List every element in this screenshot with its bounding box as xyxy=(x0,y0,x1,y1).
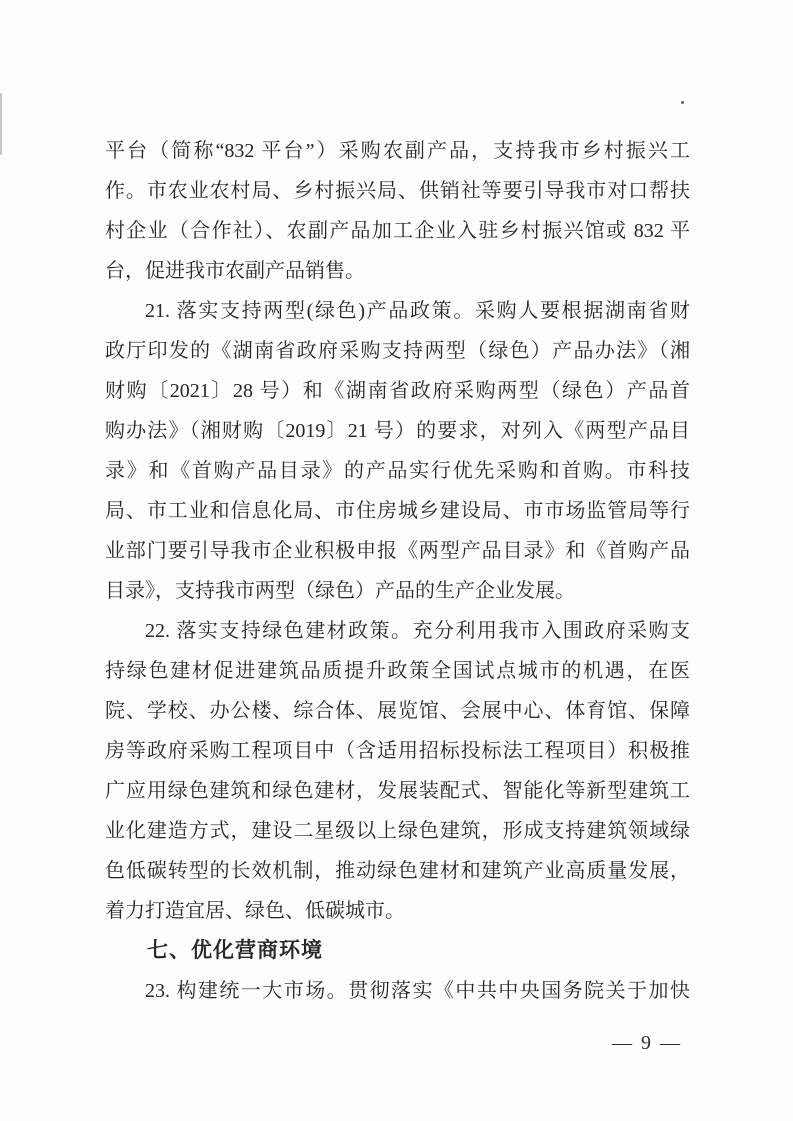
item-21-line: 购办法》（湘财购〔2019〕21 号）的要求，对列入《两型产品目 xyxy=(105,420,690,442)
document-body xyxy=(105,131,690,1011)
text-line: 台，促进我市农副产品销售。 xyxy=(105,260,365,282)
item-21-line: 录》和《首购产品目录》的产品实行优先采购和首购。市科技 xyxy=(105,460,690,482)
item-21-line: 目录》，支持我市两型（绿色）产品的生产企业发展。 xyxy=(105,580,575,602)
item-22-line: 色低碳转型的长效机制，推动绿色建材和建筑产业高质量发展， xyxy=(105,860,690,882)
text-line: 作。市农业农村局、乡村振兴局、供销社等要引导我市对口帮扶 xyxy=(105,180,690,202)
scan-edge-artifact xyxy=(0,93,2,155)
item-21-line: 21. 落实支持两型(绿色)产品政策。采购人要根据湖南省财 xyxy=(145,300,690,322)
scan-speck xyxy=(681,101,684,104)
item-22-line: 着力打造宜居、绿色、低碳城市。 xyxy=(105,900,405,922)
item-22-line: 22. 落实支持绿色建材政策。充分利用我市入围政府采购支 xyxy=(145,620,690,642)
item-22-line: 广应用绿色建筑和绿色建材，发展装配式、智能化等新型建筑工 xyxy=(105,780,690,802)
text-line: 平台（简称“832 平台”）采购农副产品，支持我市乡村振兴工 xyxy=(105,140,690,162)
item-22-line: 院、学校、办公楼、综合体、展览馆、会展中心、体育馆、保障 xyxy=(105,700,690,722)
text-line: 村企业（合作社）、农副产品加工企业入驻乡村振兴馆或 832 平 xyxy=(105,220,690,242)
item-22-line: 业化建造方式，建设二星级以上绿色建筑，形成支持建筑领域绿 xyxy=(105,820,690,842)
item-23-line: 23. 构建统一大市场。贯彻落实《中共中央国务院关于加快 xyxy=(145,980,690,1002)
item-22-line: 房等政府采购工程项目中（含适用招标投标法工程项目）积极推 xyxy=(105,740,690,762)
item-21-line: 业部门要引导我市企业积极申报《两型产品目录》和《首购产品 xyxy=(105,540,690,562)
item-21-line: 政厅印发的《湖南省政府采购支持两型（绿色）产品办法》（湘 xyxy=(105,340,690,362)
section-heading: 七、优化营商环境 xyxy=(147,939,323,962)
item-22-line: 持绿色建材促进建筑品质提升政策全国试点城市的机遇，在医 xyxy=(105,660,690,682)
item-21-line: 财购〔2021〕28 号）和《湖南省政府采购两型（绿色）产品首 xyxy=(105,380,690,402)
page-number: — 9 — xyxy=(612,1032,682,1054)
item-21-line: 局、市工业和信息化局、市住房城乡建设局、市市场监管局等行 xyxy=(105,500,690,522)
